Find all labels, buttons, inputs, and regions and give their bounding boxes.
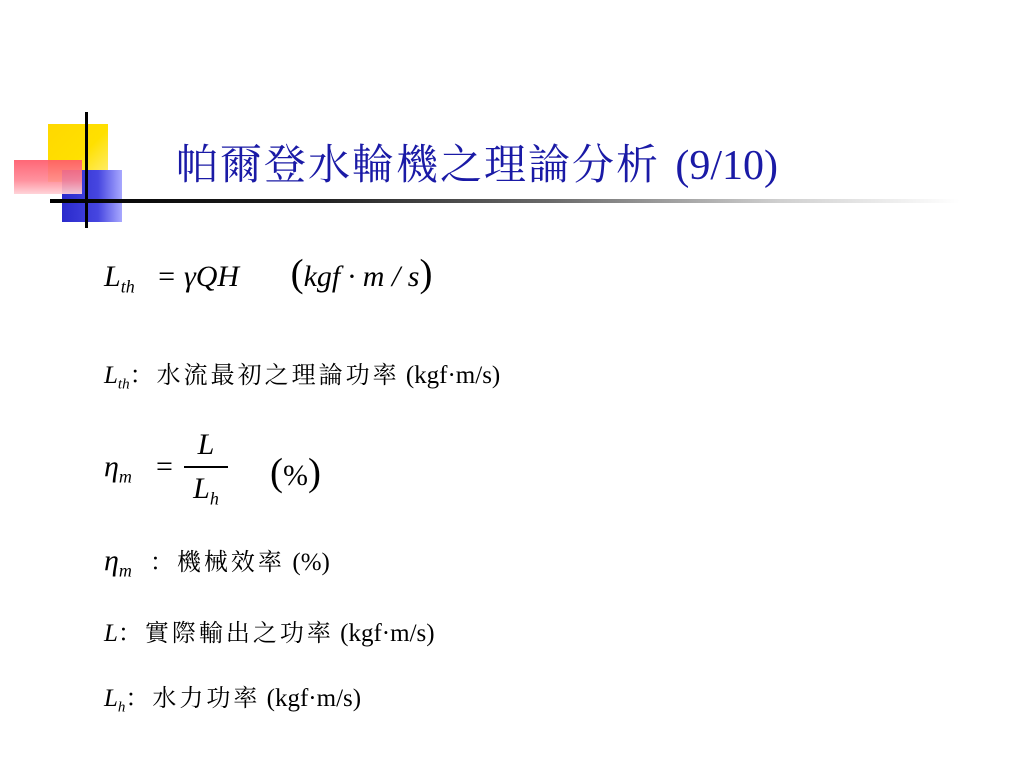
def3-units: (kgf·m/s) (340, 620, 435, 647)
slide-title (176, 132, 778, 192)
eq2-open-paren: ( (270, 451, 283, 494)
slide-title-text: 帕爾登水輪機之理論分析 (176, 140, 661, 189)
def1-symbol: L (104, 362, 118, 389)
def2-symbol: η (104, 544, 119, 577)
eq2-denominator: L (193, 472, 210, 505)
eq2-close-paren: ) (308, 451, 321, 494)
def2-text: ：機械效率 (149, 548, 285, 576)
def1-text: ：水流最初之理論功率 (129, 361, 400, 389)
definition-hydraulic-power (104, 678, 361, 716)
definition-theoretical-power (104, 355, 500, 393)
eq1-rhs: = γQH (156, 260, 240, 293)
eq2-numerator: L (197, 428, 215, 461)
definition-output-power (104, 613, 435, 648)
def2-units: (%) (292, 549, 330, 576)
def4-subscript: h (117, 699, 126, 716)
def4-text: ：水力功率 (125, 684, 261, 712)
eq1-open-paren: ( (290, 252, 304, 295)
deco-vertical-line (85, 112, 88, 228)
def3-symbol: L (104, 620, 118, 647)
def4-units: (kgf·m/s) (266, 685, 362, 712)
eq1-lhs-subscript: th (120, 276, 135, 297)
deco-red-square (14, 160, 82, 194)
eq1-close-paren: ) (419, 252, 433, 295)
def2-subscript: m (118, 560, 132, 581)
eq2-units: % (283, 459, 308, 492)
def1-units: (kgf·m/s) (405, 362, 501, 389)
eq1-units: kgf · m / s (303, 260, 420, 293)
definition-mechanical-efficiency (104, 542, 330, 581)
eq1-lhs-symbol: L (104, 260, 121, 293)
eq2-fraction-bar (184, 466, 228, 468)
eq2-denominator-subscript: h (209, 488, 219, 509)
title-underline (50, 199, 960, 203)
def3-text: ：實際輸出之功率 (117, 619, 334, 647)
def1-subscript: th (117, 376, 130, 393)
slide-number: (9/10) (675, 143, 779, 189)
equation-theoretical-power (104, 251, 432, 297)
eq2-lhs-symbol: η (104, 450, 119, 483)
eq2-equals: = (156, 450, 173, 483)
eq2-lhs-subscript: m (118, 466, 132, 487)
def4-symbol: L (104, 685, 118, 712)
